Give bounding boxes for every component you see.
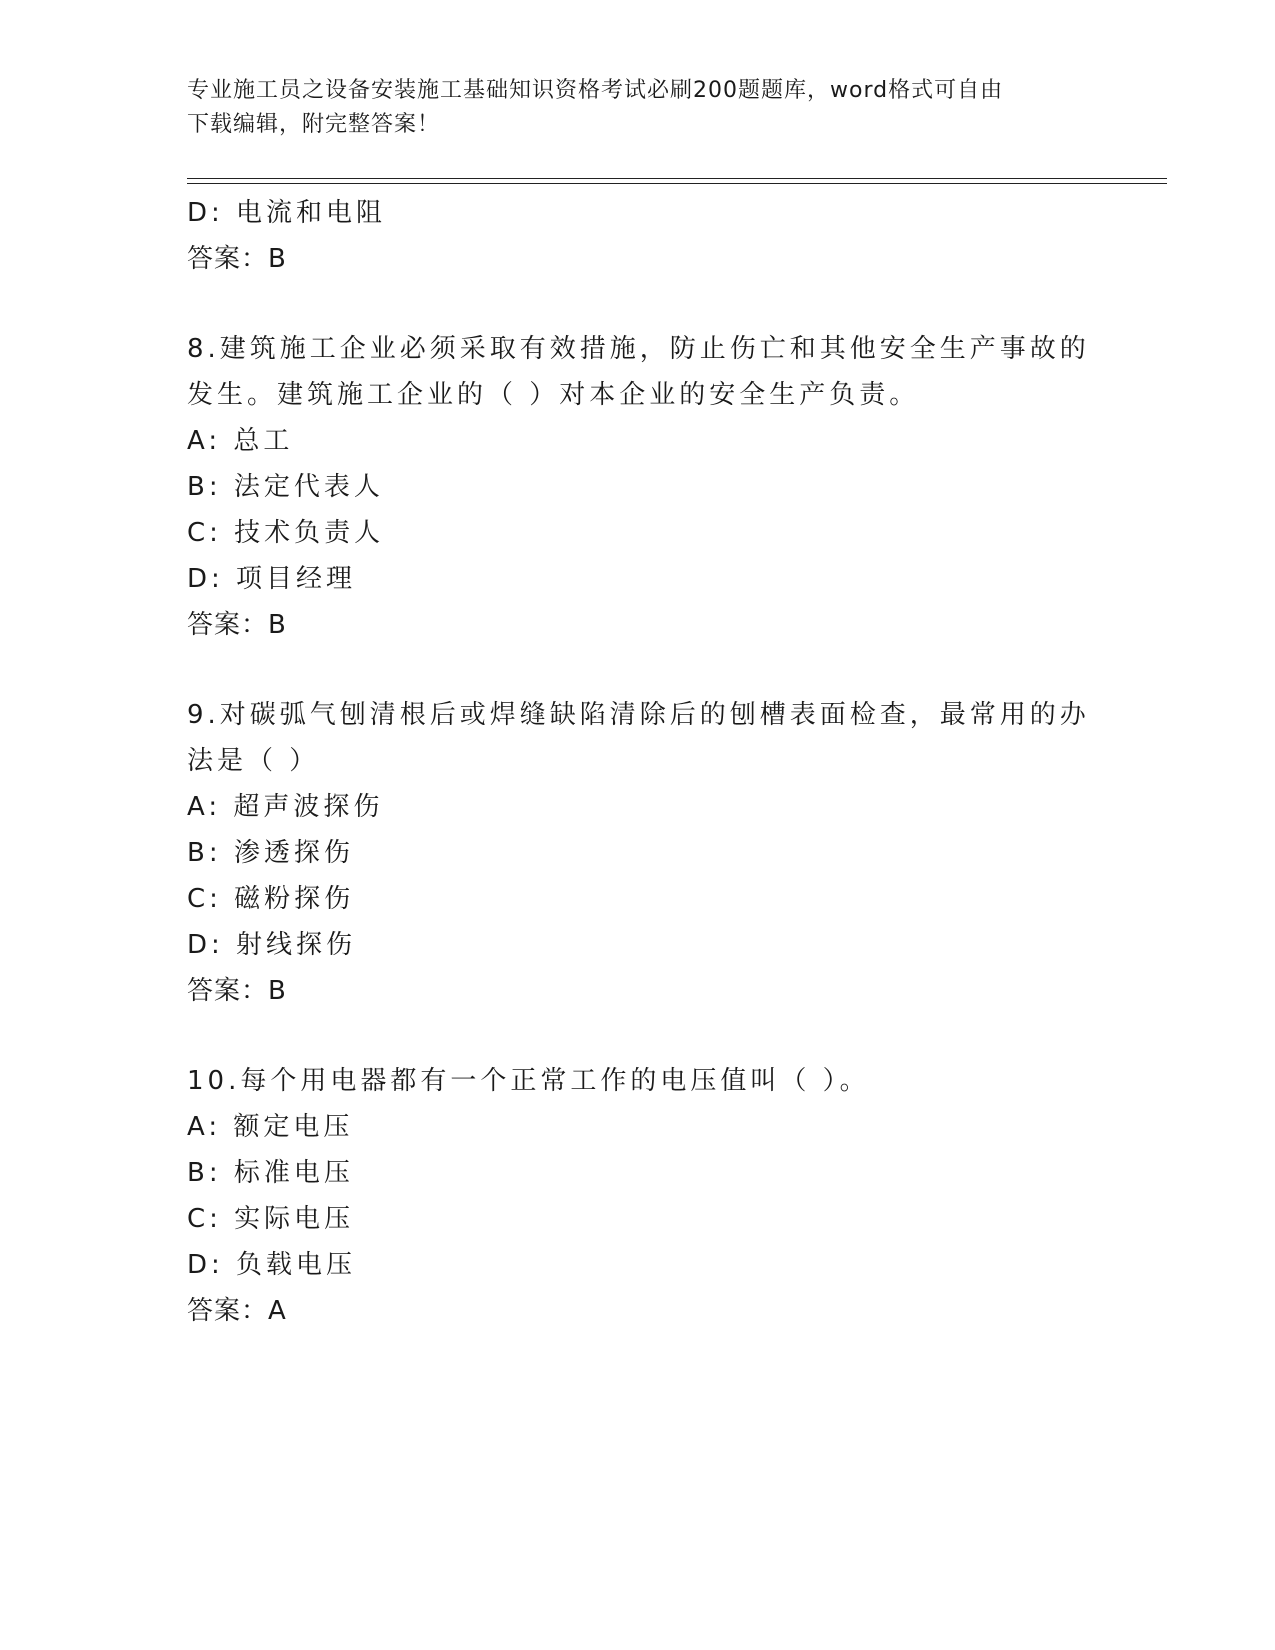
option-b: B: 法定代表人	[187, 472, 384, 502]
header-divider-bottom	[187, 183, 1167, 184]
option-b: B: 渗透探伤	[187, 838, 354, 868]
option-d: D: 射线探伤	[187, 930, 357, 960]
option-a: A: 超声波探伤	[187, 792, 384, 822]
question-10	[187, 1058, 1087, 1334]
question-7-tail	[187, 190, 1087, 282]
header-title-line-1: 专业施工员之设备安装施工基础知识资格考试必刷200题题库，word格式可自由	[187, 78, 1004, 103]
document-header	[187, 74, 1087, 142]
option-b: B: 标准电压	[187, 1158, 354, 1188]
header-title-line-2: 下载编辑，附完整答案！	[187, 112, 441, 137]
option-d: D: 负载电压	[187, 1250, 357, 1280]
question-text-line-2: 发生。建筑施工企业的（ ）对本企业的安全生产负责。	[187, 380, 920, 410]
header-divider-top	[187, 178, 1167, 179]
option-a: A: 总工	[187, 426, 294, 456]
question-spacer	[187, 1014, 1087, 1058]
question-8	[187, 326, 1090, 648]
option-c: C: 实际电压	[187, 1204, 355, 1234]
answer: 答案：B	[187, 976, 287, 1006]
question-text-line-1: 8.建筑施工企业必须采取有效措施，防止伤亡和其他安全生产事故的	[187, 334, 1090, 364]
answer: 答案：B	[187, 610, 287, 640]
answer: 答案：B	[187, 244, 287, 274]
question-9	[187, 692, 1090, 1014]
question-list	[187, 190, 1090, 1334]
option-c: C: 技术负责人	[187, 518, 385, 548]
option-d: D: 电流和电阻	[187, 198, 387, 228]
option-d: D: 项目经理	[187, 564, 357, 594]
answer: 答案：A	[187, 1296, 287, 1326]
question-text-line-2: 法是（ ）	[187, 746, 320, 776]
option-a: A: 额定电压	[187, 1112, 354, 1142]
question-spacer	[187, 648, 1087, 692]
question-text-line-1: 10.每个用电器都有一个正常工作的电压值叫（ ）。	[187, 1066, 870, 1096]
question-text-line-1: 9.对碳弧气刨清根后或焊缝缺陷清除后的刨槽表面检查，最常用的办	[187, 700, 1090, 730]
question-spacer	[187, 282, 1087, 326]
option-c: C: 磁粉探伤	[187, 884, 355, 914]
